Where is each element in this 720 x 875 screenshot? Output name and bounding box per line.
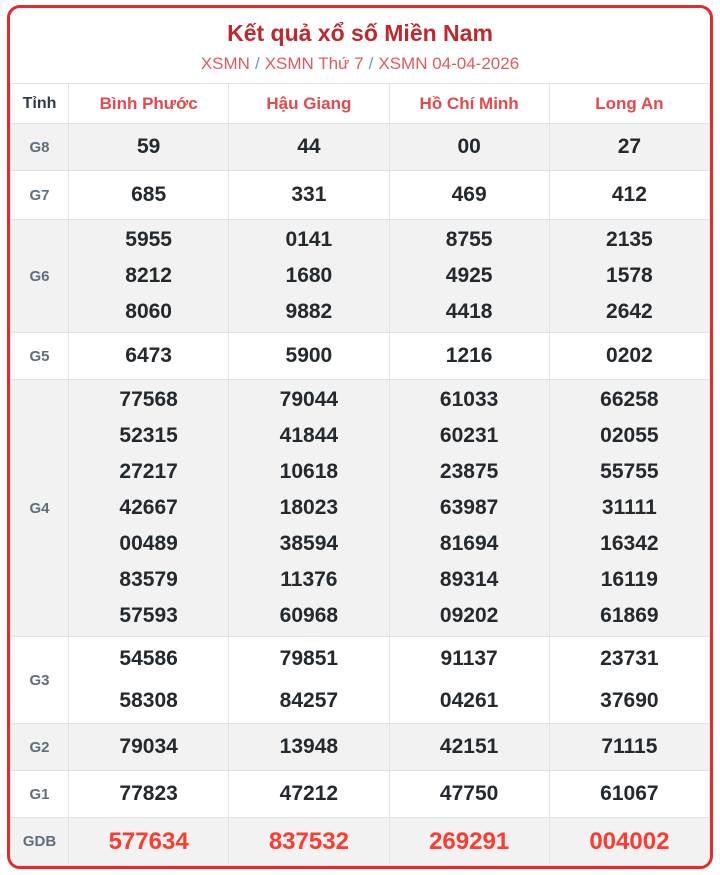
result-number: 5900 [285,344,333,367]
table-row-g2 [11,724,710,771]
table-row-g7 [11,171,710,220]
result-number: 58308 [119,689,178,712]
result-number: 63987 [439,496,499,519]
result-number: 89314 [439,568,499,591]
result-cell [69,220,229,333]
result-number: 61067 [600,782,659,805]
result-number: 23731 [600,647,659,670]
result-cell [549,818,709,866]
result-number: 8212 [125,264,172,287]
result-number: 13948 [279,735,339,758]
result-number: 61033 [439,388,499,411]
result-number: 6473 [125,344,172,367]
result-number: 66258 [600,388,659,411]
table-row-g4 [11,380,710,637]
column-header-binh-phuoc: Bình Phước [69,84,229,124]
result-number: 42667 [119,496,178,519]
result-number: 00489 [119,532,178,555]
result-number: 27217 [119,460,178,483]
result-cell [389,771,549,818]
breadcrumb-link-xsmn-thu7[interactable]: XSMN Thứ 7 [264,54,364,73]
prize-label: G3 [11,637,69,724]
result-number: 81694 [439,532,499,555]
result-number: 37690 [600,689,659,712]
result-number: 27 [617,135,642,158]
result-cell [389,171,549,220]
result-cell [229,818,389,866]
column-header-hau-giang: Hậu Giang [229,84,389,124]
result-number: 54586 [119,647,178,670]
result-cell [389,724,549,771]
result-number: 23875 [439,460,499,483]
prize-label: G1 [11,771,69,818]
result-number: 71115 [601,735,658,758]
result-cell [549,724,709,771]
table-row-g8 [11,124,710,171]
result-number: 1578 [606,264,653,287]
result-number: 47750 [439,782,499,805]
result-cell [549,220,709,333]
special-prize-number: 837532 [268,827,349,855]
result-number: 9882 [285,300,333,323]
result-cell [69,171,229,220]
result-number: 52315 [119,424,178,447]
result-cell [69,724,229,771]
result-number: 60968 [279,604,339,627]
result-number: 57593 [119,604,178,627]
result-number: 79034 [119,735,178,758]
page-title: Kết quả xổ số Miền Nam [227,20,493,46]
result-number: 60231 [439,424,499,447]
result-number: 469 [451,183,487,206]
result-cell [389,818,549,866]
special-prize-number: 269291 [429,827,510,855]
column-header-province: Tỉnh [11,84,69,124]
table-row-g6 [11,220,710,333]
result-cell [69,637,229,724]
results-table [10,83,710,866]
result-number: 61869 [600,604,659,627]
result-number: 41844 [279,424,339,447]
result-number: 38594 [279,532,339,555]
result-cell [389,333,549,380]
result-number: 09202 [439,604,499,627]
result-number: 83579 [119,568,178,591]
result-number: 1216 [445,344,493,367]
result-number: 16119 [600,568,658,591]
result-cell [549,380,709,637]
breadcrumb-link-xsmn-date[interactable]: XSMN 04-04-2026 [378,54,520,73]
special-prize-number: 577634 [108,827,189,855]
prize-label: G7 [11,171,69,220]
result-number: 55755 [600,460,659,483]
result-cell [549,637,709,724]
result-cell [69,771,229,818]
breadcrumb [10,53,710,74]
prize-label: GDB [11,818,69,866]
result-number: 02055 [600,424,659,447]
table-row-g1 [11,771,710,818]
breadcrumb-separator: / [254,54,260,73]
result-number: 77823 [119,782,178,805]
result-number: 1680 [285,264,333,287]
result-number: 04261 [439,689,499,712]
column-header-long-an: Long An [549,84,709,124]
result-cell [549,124,709,171]
result-cell [229,171,389,220]
result-number: 4418 [445,300,493,323]
result-cell [69,124,229,171]
result-cell [549,771,709,818]
result-cell [389,124,549,171]
prize-label: G6 [11,220,69,333]
special-prize-number: 004002 [589,827,670,855]
table-row-g3 [11,637,710,724]
result-cell [229,333,389,380]
result-number: 5955 [125,228,172,251]
result-number: 44 [297,135,321,158]
result-number: 2642 [606,300,653,323]
result-cell [69,818,229,866]
column-header-ho-chi-minh: Hồ Chí Minh [389,84,549,124]
prize-label: G5 [11,333,69,380]
result-cell [229,771,389,818]
result-number: 00 [457,135,481,158]
result-cell [229,220,389,333]
result-number: 2135 [606,228,653,251]
result-cell [229,637,389,724]
breadcrumb-link-xsmn[interactable]: XSMN [200,54,250,73]
result-number: 84257 [279,689,339,712]
result-number: 79044 [279,388,339,411]
result-cell [69,333,229,380]
result-cell [229,724,389,771]
result-number: 11376 [280,568,338,591]
result-number: 685 [131,183,167,206]
result-cell [229,380,389,637]
result-cell [229,124,389,171]
result-number: 0141 [285,228,333,251]
table-header-row [11,84,710,124]
result-cell [549,333,709,380]
prize-label: G2 [11,724,69,771]
result-number: 16342 [600,532,659,555]
result-number: 77568 [119,388,178,411]
result-number: 10618 [279,460,339,483]
result-cell [549,171,709,220]
result-cell [69,380,229,637]
result-number: 412 [611,183,647,206]
result-cell [389,637,549,724]
result-number: 18023 [279,496,339,519]
result-number: 331 [291,183,327,206]
result-number: 47212 [279,782,339,805]
prize-label: G8 [11,124,69,171]
result-number: 8755 [445,228,493,251]
result-cell [389,380,549,637]
result-cell [389,220,549,333]
result-number: 8060 [125,300,172,323]
table-row-g5 [11,333,710,380]
result-number: 79851 [279,647,339,670]
result-number: 91137 [440,647,498,670]
result-number: 4925 [445,264,493,287]
result-number: 42151 [439,735,499,758]
result-card [7,5,713,869]
breadcrumb-separator: / [368,54,374,73]
result-number: 0202 [606,344,653,367]
prize-label: G4 [11,380,69,637]
result-number: 59 [136,135,161,158]
result-number: 31111 [601,496,657,519]
table-row-gdb [11,818,710,866]
